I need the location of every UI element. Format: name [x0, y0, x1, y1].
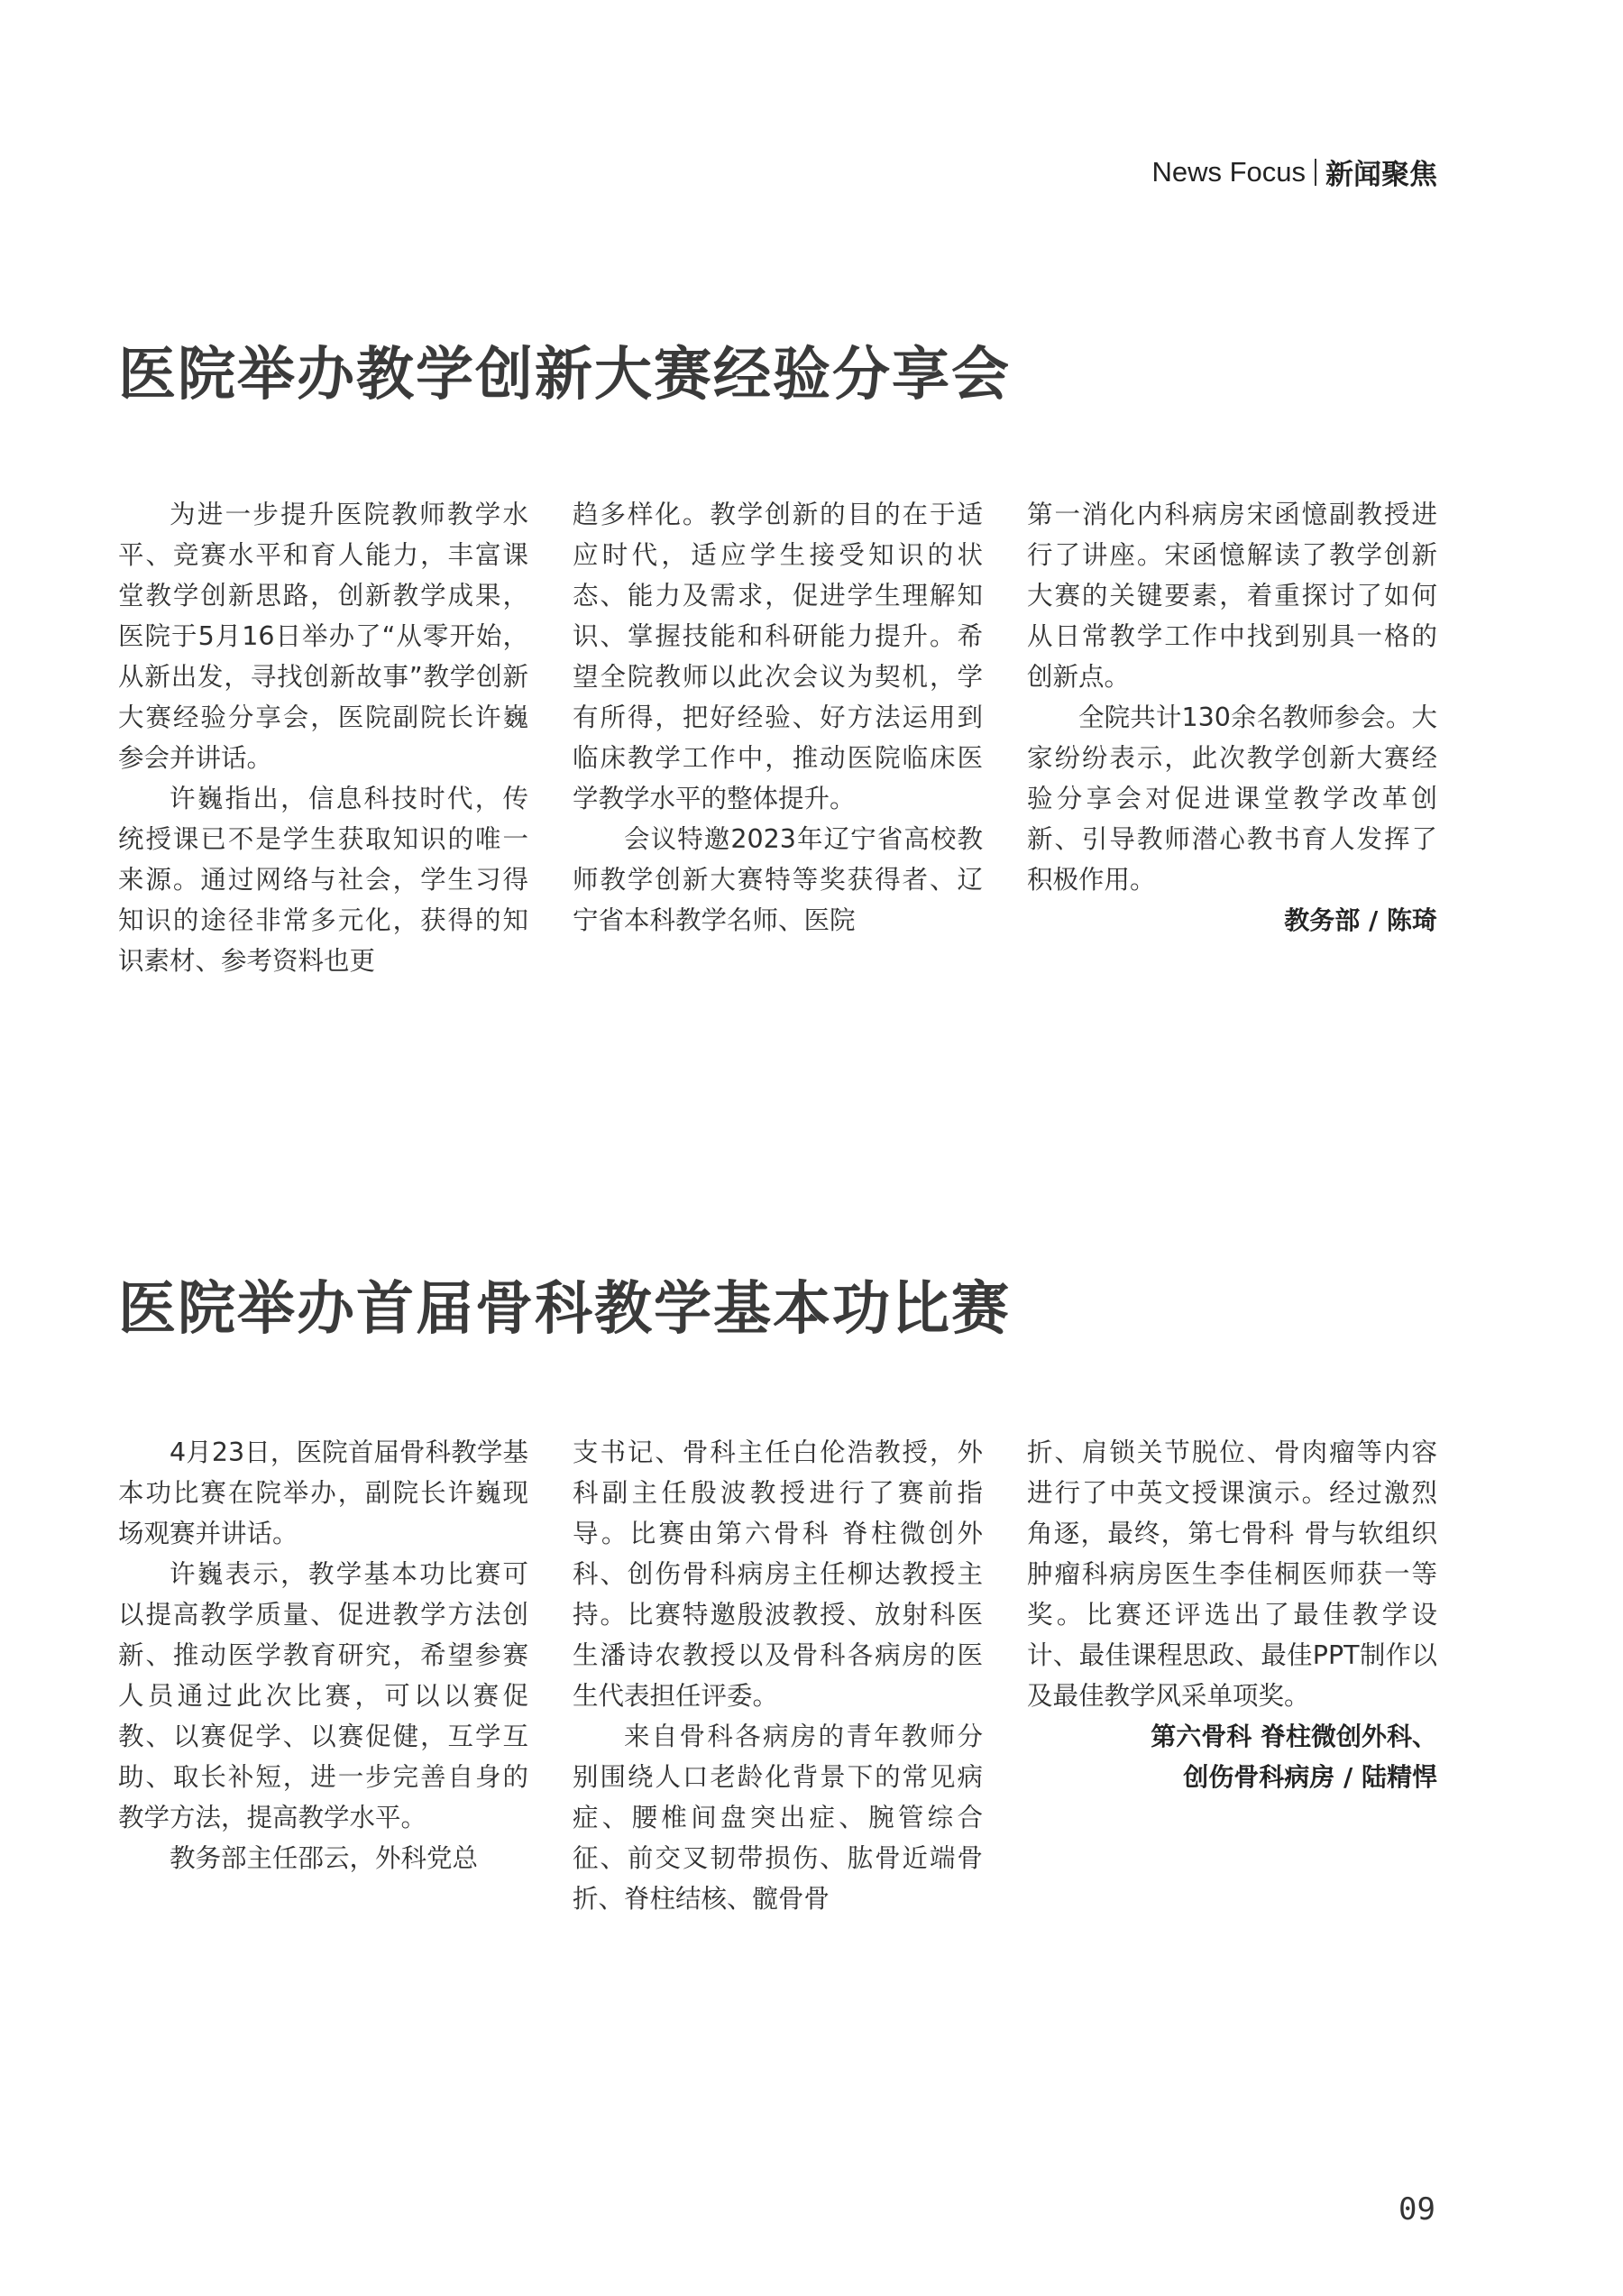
article1-column-2	[573, 494, 983, 981]
paragraph: 4月23日，医院首届骨科教学基本功比赛在院举办，副院长许巍现场观赛并讲话。	[118, 1437, 528, 1548]
paragraph: 许巍表示，教学基本功比赛可以提高教学质量、促进教学方法创新、推动医学教育研究，希望参赛人员通过此次比赛，可以以赛促教、以赛促学、以赛促健，互学互助、取长补短，进一步完善自身的教学方法，提高教学水平。	[118, 1559, 528, 1832]
paragraph: 趋多样化。教学创新的目的在于适应时代，适应学生接受知识的状态、能力及需求，促进学生理解知识、掌握技能和科研能力提升。希望全院教师以此次会议为契机，学有所得，把好经验、好方法运用到临床教学工作中，推动医院临床医学教学水平的整体提升。	[573, 500, 983, 813]
article2-column-1	[118, 1432, 528, 1919]
section-header-en: News Focus	[1151, 155, 1306, 188]
paragraph: 来自骨科各病房的青年教师分别围绕人口老龄化背景下的常见病症、腰椎间盘突出症、腕管综合征、前交叉韧带损伤、肱骨近端骨折、脊柱结核、髋骨骨	[573, 1722, 983, 1914]
article2-body	[118, 1432, 1437, 1919]
paragraph: 为进一步提升医院教师教学水平、竞赛水平和育人能力，丰富课堂教学创新思路，创新教学成果，医院于5月16日举办了“从零开始，从新出发，寻找创新故事”教学创新大赛经验分享会，医院副院长许巍参会并讲话。	[118, 500, 528, 773]
article1-byline: 教务部 / 陈琦	[1284, 905, 1437, 935]
article2-column-2	[573, 1432, 983, 1919]
paragraph: 全院共计130余名教师参会。大家纷纷表示，此次教学创新大赛经验分享会对促进课堂教学改革创新、引导教师潜心教书育人发挥了积极作用。	[1027, 703, 1437, 895]
paragraph: 第一消化内科病房宋函憶副教授进行了讲座。宋函憶解读了教学创新大赛的关键要素，着重探讨了如何从日常教学工作中找到别具一格的创新点。	[1027, 500, 1437, 692]
paragraph: 许巍指出，信息科技时代，传统授课已不是学生获取知识的唯一来源。通过网络与社会，学生习得知识的途径非常多元化，获得的知识素材、参考资料也更	[118, 784, 528, 976]
article1-column-3	[1027, 494, 1437, 981]
paragraph: 教务部主任邵云，外科党总	[170, 1843, 479, 1873]
article1-body	[118, 494, 1437, 981]
page-number: 09	[1398, 2191, 1435, 2227]
section-header	[1151, 152, 1437, 192]
section-header-zh: 新闻聚焦	[1325, 159, 1437, 191]
paragraph: 折、肩锁关节脱位、骨肉瘤等内容进行了中英文授课演示。经过激烈角逐，最终，第七骨科 骨与软组织肿瘤科病房医生李佳桐医师获一等奖。比赛还评选出了最佳教学设计、最佳课程思政、最佳PPT制作以及最佳教学风采单项奖。	[1027, 1437, 1437, 1711]
article1-title: 医院举办教学创新大赛经验分享会	[118, 342, 1011, 409]
paragraph: 支书记、骨科主任白伦浩教授，外科副主任殷波教授进行了赛前指导。比赛由第六骨科 脊柱微创外科、创伤骨科病房主任柳达教授主持。比赛特邀殷波教授、放射科医生潘诗农教授以及骨科各病房的医生代表担任评委。	[573, 1437, 983, 1711]
article2-title: 医院举办首届骨科教学基本功比赛	[118, 1276, 1011, 1343]
article2-byline-line-1: 第六骨科 脊柱微创外科、	[1151, 1722, 1437, 1751]
article1-column-1	[118, 494, 528, 981]
paragraph: 会议特邀2023年辽宁省高校教师教学创新大赛特等奖获得者、辽宁省本科教学名师、医院	[573, 824, 983, 935]
header-divider	[1315, 159, 1316, 186]
article2-byline-line-2: 创伤骨科病房 / 陆精悍	[1183, 1762, 1437, 1792]
article2-column-3	[1027, 1432, 1437, 1919]
